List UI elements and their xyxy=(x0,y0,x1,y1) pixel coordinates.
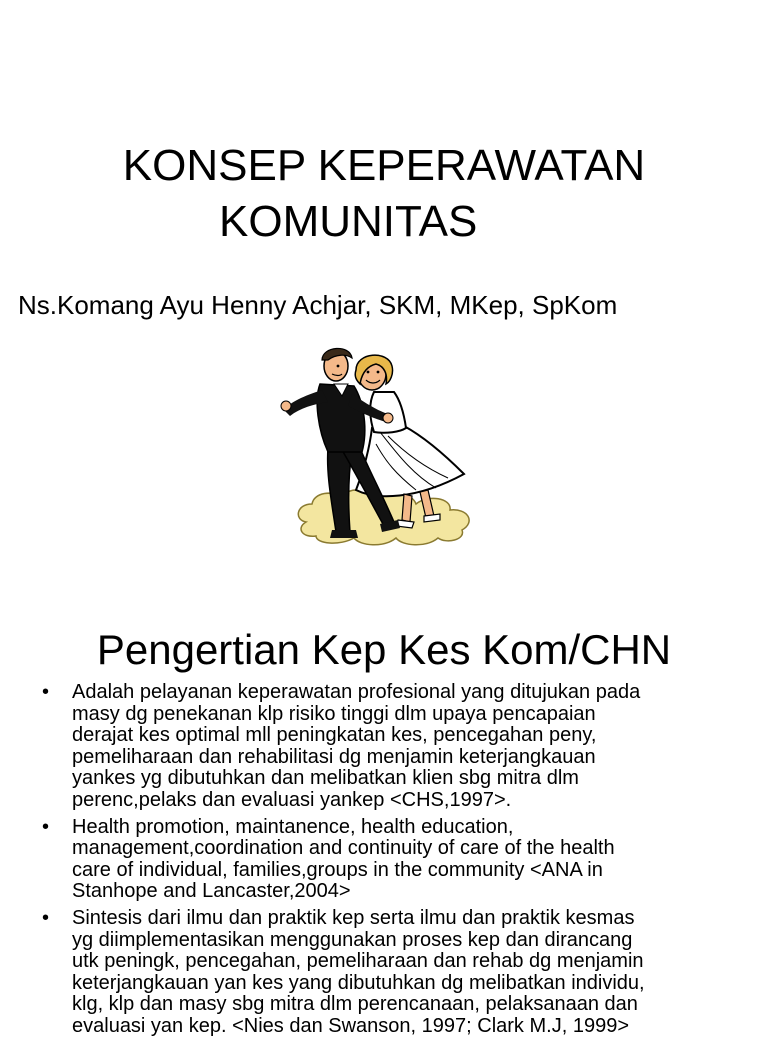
bullet-line: utk peningk, pencegahan, pemeliharaan dan rehab dg menjamin xyxy=(72,950,644,973)
bullet-line: Stanhope and Lancaster,2004> xyxy=(72,880,351,903)
bullet-line: management,coordination and continuity of care of the health xyxy=(72,837,615,860)
bullet-line: yg diimplementasikan menggunakan proses kep dan dirancang xyxy=(72,928,633,951)
bullet-line: klg, klp dan masy sbg mitra dlm perencanaan, pelaksanaan dan xyxy=(72,993,638,1016)
slide-title-line-1: KONSEP KEPERAWATAN xyxy=(122,141,646,190)
bullet-line: keterjangkauan yan kes yang dibutuhkan dg melibatkan individu, xyxy=(72,971,645,994)
bullet-line: masy dg penekanan klp risiko tinggi dlm upaya pencapaian xyxy=(72,702,596,725)
section-heading: Pengertian Kep Kes Kom/CHN xyxy=(96,626,672,673)
content-slide xyxy=(0,600,768,1037)
bullet-line: yankes yg dibutuhkan dan melibatkan klien sbg mitra dlm xyxy=(72,767,579,790)
bullet-line: Adalah pelayanan keperawatan profesional yang ditujukan pada xyxy=(72,681,641,703)
bullet-line: pemeliharaan dan rehabilitasi dg menjamin keterjangkauan xyxy=(72,745,596,768)
bullet-item xyxy=(40,908,740,1038)
slide-title-line-2: KOMUNITAS xyxy=(219,197,478,246)
bullet-line: derajat kes optimal mll peningkatan kes, pencegahan peny, xyxy=(72,724,597,747)
bullet-line: Health promotion, maintanence, health education, xyxy=(72,815,514,838)
bullet-line: care of individual, families,groups in the community <ANA in xyxy=(72,858,603,881)
bullet-dot-icon: • xyxy=(42,815,50,838)
dancing-couple-clipart xyxy=(276,344,488,548)
bullet-item xyxy=(40,682,740,812)
author-name: Ns.Komang Ayu Henny Achjar, SKM, MKep, SpKom xyxy=(18,290,618,320)
bullet-item xyxy=(40,817,740,903)
bullet-dot-icon: • xyxy=(42,681,50,703)
bullet-line: perenc,pelaks dan evaluasi yankep <CHS,1997>. xyxy=(72,788,512,811)
bullet-list xyxy=(40,682,740,1043)
bullet-line: Sintesis dari ilmu dan praktik kep serta ilmu dan praktik kesmas xyxy=(72,906,635,929)
bullet-dot-icon: • xyxy=(42,906,50,929)
bullet-line: evaluasi yan kep. <Nies dan Swanson, 1997; Clark M.J, 1999> xyxy=(72,1014,629,1037)
